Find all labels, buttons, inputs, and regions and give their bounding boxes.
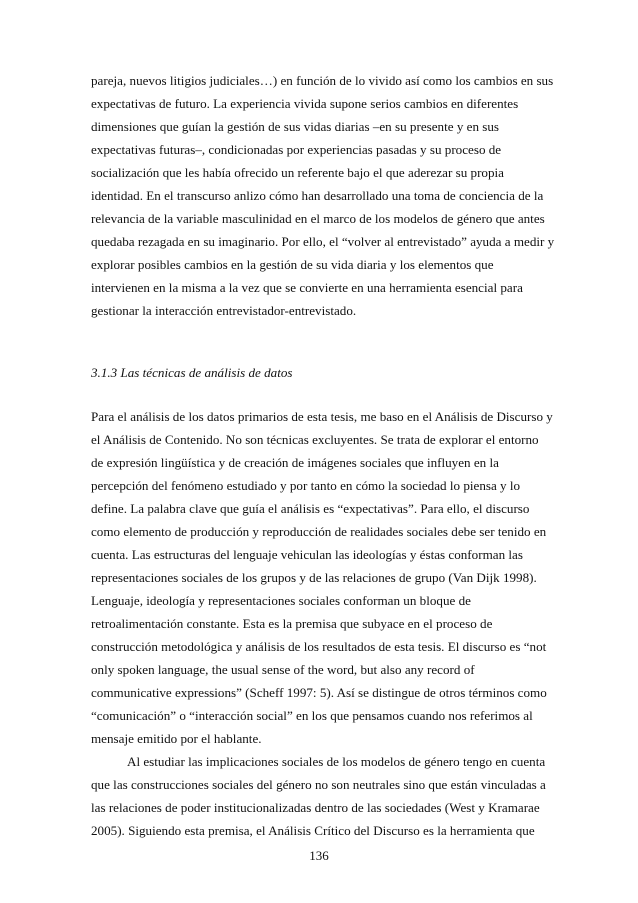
- paragraph-line: retroalimentación constante. Esta es la premisa que subyace en el proceso de: [91, 616, 493, 631]
- paragraph-line: dimensiones que guían la gestión de sus vidas diarias –en su presente y en sus: [91, 119, 500, 134]
- page-number: 136: [309, 848, 329, 863]
- paragraph-line: relevancia de la variable masculinidad en el marco de los modelos de género que antes: [91, 211, 545, 226]
- paragraph-line: communicative expressions” (Scheff 1997: 5). Así se distingue de otros términos como: [91, 685, 547, 700]
- paragraph-line: construcción metodológica y análisis de los resultados de esta tesis. El discurso es “not: [91, 639, 547, 654]
- paragraph-line: Al estudiar las implicaciones sociales de los modelos de género tengo en cuenta: [127, 754, 546, 769]
- paragraph-line: 2005). Siguiendo esta premisa, el Análisis Crítico del Discurso es la herramienta que: [91, 823, 535, 838]
- paragraph-line: socialización que les había ofrecido un referente bajo el que aderezar su propia: [91, 165, 504, 180]
- paragraph-line: como elemento de producción y reproducción de realidades sociales debe ser tenido en: [91, 524, 547, 539]
- paragraph-line: pareja, nuevos litigios judiciales…) en función de lo vivido así como los cambios en sus: [91, 73, 554, 88]
- paragraph-line: el Análisis de Contenido. No son técnicas excluyentes. Se trata de explorar el entorno: [91, 432, 539, 447]
- paragraph-line: Lenguaje, ideología y representaciones sociales conforman un bloque de: [91, 593, 471, 608]
- paragraph-line: Para el análisis de los datos primarios de esta tesis, me baso en el Análisis de Discurso y: [91, 409, 553, 424]
- paragraph-line: expectativas futuras–, condicionadas por experiencias pasadas y su proceso de: [91, 142, 502, 157]
- paragraph-line: representaciones sociales de los grupos y de las relaciones de grupo (Van Dijk 1998).: [91, 570, 537, 585]
- paragraph-line: quedaba rezagada en su imaginario. Por ello, el “volver al entrevistado” ayuda a medir y: [91, 234, 555, 249]
- paragraph-line: que las construcciones sociales del género no son neutrales sino que están vinculadas a: [91, 777, 546, 792]
- paragraph-line: cuenta. Las estructuras del lenguaje vehiculan las ideologías y éstas conforman las: [91, 547, 523, 562]
- paragraph-line: explorar posibles cambios en la gestión de su vida diaria y los elementos que: [91, 257, 494, 272]
- paragraph-line: expectativas de futuro. La experiencia vivida supone serios cambios en diferentes: [91, 96, 519, 111]
- paragraph-line: identidad. En el transcurso anlizo cómo han desarrollado una toma de conciencia de la: [91, 188, 544, 203]
- paragraph-line: gestionar la interacción entrevistador-entrevistado.: [91, 303, 357, 318]
- paragraph-line: only spoken language, the usual sense of the word, but also any record of: [91, 662, 475, 677]
- paragraph-line: de expresión lingüística y de creación de imágenes sociales que influyen en la: [91, 455, 499, 470]
- paragraph-line: define. La palabra clave que guía el análisis es “expectativas”. Para ello, el discurso: [91, 501, 530, 516]
- paragraph-line: percepción del fenómeno estudiado y por tanto en cómo la sociedad lo piensa y lo: [91, 478, 521, 493]
- paragraph-line: las relaciones de poder institucionalizadas dentro de las sociedades (West y Kramarae: [91, 800, 540, 815]
- section-heading: 3.1.3 Las técnicas de análisis de datos: [91, 365, 293, 380]
- paragraph-line: intervienen en la misma a la vez que se convierte en una herramienta esencial para: [91, 280, 523, 295]
- paragraph-line: “comunicación” o “interacción social” en los que pensamos cuando nos referimos al: [91, 708, 533, 723]
- paragraph-line: mensaje emitido por el hablante.: [91, 731, 262, 746]
